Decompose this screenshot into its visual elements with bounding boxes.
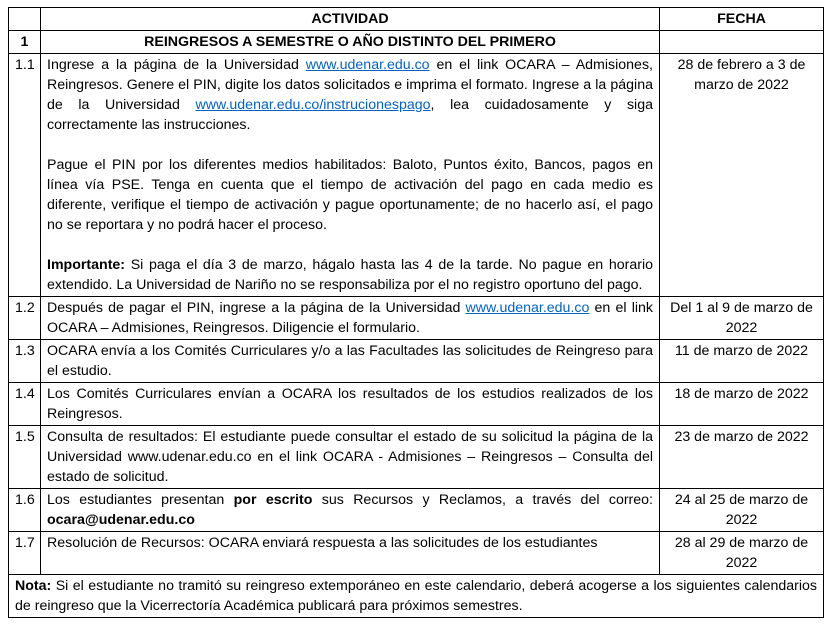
header-num	[9, 8, 41, 31]
row-num: 1.7	[9, 532, 41, 575]
text: Los estudiantes presentan	[47, 492, 234, 508]
row-activity: Consulta de resultados: El estudiante puede consultar el estado de su solicitud la página de la Universidad www.udenar.edu.co en el link OCARA - Admisiones – Reingresos – Consulta del estado de solicitud.	[41, 426, 660, 489]
note-text: Si el estudiante no tramitó su reingreso extemporáneo en este calendario, deberá acogerse a los siguientes calendarios de reingreso que la Vicerrectoría Académica publicará para próximos semestres.	[15, 578, 817, 614]
header-row	[9, 8, 824, 31]
header-fecha: FECHA	[660, 8, 824, 31]
text: Si paga el día 3 de marzo, hágalo hasta las 4 de la tarde. No pague en horario extendido. La Universidad de Nariño no se responsabiliza por el no registro oportuno del pago.	[47, 257, 653, 293]
row-date: 28 al 29 de marzo de 2022	[660, 532, 824, 575]
row-date: 11 de marzo de 2022	[660, 340, 824, 383]
table-row	[9, 532, 824, 575]
table-row	[9, 297, 824, 340]
row-num: 1.6	[9, 489, 41, 532]
email-address: ocara@udenar.edu.co	[47, 512, 195, 528]
note-row	[9, 575, 824, 618]
text: , lea cuidadosamente y siga correctamente las instrucciones.	[47, 97, 653, 133]
table-row	[9, 426, 824, 489]
row-date: 24 al 25 de marzo de 2022	[660, 489, 824, 532]
row-activity	[41, 489, 660, 532]
row-activity	[41, 54, 660, 297]
calendar-table	[8, 7, 824, 618]
section-row	[9, 31, 824, 54]
row-activity	[41, 297, 660, 340]
row-date: 23 de marzo de 2022	[660, 426, 824, 489]
table-row	[9, 383, 824, 426]
table-row	[9, 54, 824, 297]
important-paragraph	[47, 255, 653, 295]
row-num: 1.2	[9, 297, 41, 340]
text: en el link OCARA – Admisiones, Reingresos. Diligencie el formulario.	[47, 300, 653, 336]
row-activity: OCARA envía a los Comités Curriculares y/o a las Facultades las solicitudes de Reingreso para el estudio.	[41, 340, 660, 383]
note-label: Nota:	[15, 578, 52, 594]
important-label: Importante:	[47, 257, 126, 273]
udenar-link[interactable]: www.udenar.edu.co	[465, 300, 590, 316]
row-num: 1.4	[9, 383, 41, 426]
row-date: Del 1 al 9 de marzo de 2022	[660, 297, 824, 340]
text: Después de pagar el PIN, ingrese a la página de la Universidad	[47, 300, 466, 316]
bold-text: por escrito	[233, 492, 313, 508]
activity-paragraph	[47, 55, 653, 135]
row-date: 28 de febrero a 3 de marzo de 2022	[660, 54, 824, 297]
instrucciones-pago-link[interactable]: www.udenar.edu.co/instrucionespago	[195, 97, 431, 113]
header-actividad: ACTIVIDAD	[41, 8, 660, 31]
row-num: 1.3	[9, 340, 41, 383]
activity-paragraph: Pague el PIN por los diferentes medios habilitados: Baloto, Puntos éxito, Bancos, pagos en línea vía PSE. Tenga en cuenta que el tiempo de activación del pago en cada medio es diferente, verifique el tiempo de activación y pague oportunamente; de no hacerlo así, el pago no se reportara y no podrá hacer el proceso.	[47, 157, 653, 233]
row-activity: Los Comités Curriculares envían a OCARA los resultados de los estudios realizados de los Reingresos.	[41, 383, 660, 426]
section-num: 1	[9, 31, 41, 54]
note-cell	[9, 575, 824, 618]
section-date	[660, 31, 824, 54]
row-num: 1.1	[9, 54, 41, 297]
table-row	[9, 489, 824, 532]
row-activity: Resolución de Recursos: OCARA enviará respuesta a las solicitudes de los estudiantes	[41, 532, 660, 575]
row-num: 1.5	[9, 426, 41, 489]
udenar-link[interactable]: www.udenar.edu.co	[305, 57, 430, 73]
row-date: 18 de marzo de 2022	[660, 383, 824, 426]
text: sus Recursos y Reclamos, a través del correo:	[312, 492, 654, 508]
table-row	[9, 340, 824, 383]
text: Ingrese a la página de la Universidad	[47, 57, 306, 73]
text: en el link OCARA – Admisiones, Reingresos. Genere el PIN, digite los datos solicitados e imprima el formato. Ingrese a la página de la Universidad	[47, 57, 653, 113]
section-title: REINGRESOS A SEMESTRE O AÑO DISTINTO DEL PRIMERO	[41, 31, 660, 54]
